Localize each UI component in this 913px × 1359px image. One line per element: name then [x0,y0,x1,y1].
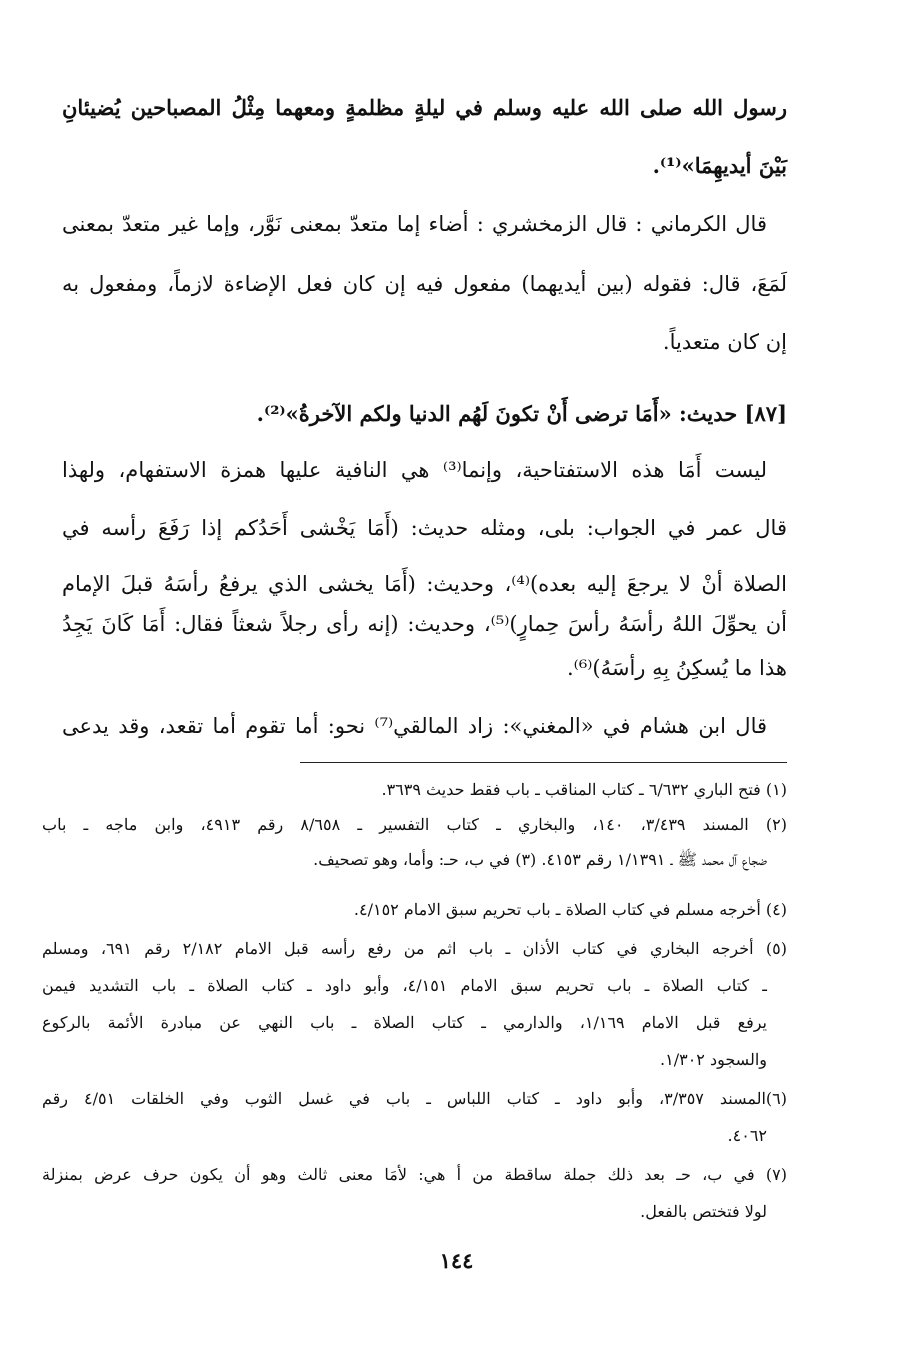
text-line: رسول الله صلى الله عليه وسلم في ليلةٍ مظلمةٍ ومعهما مِثْلُ المصباحين يُضيئانِ [62,95,787,120]
footnote: (٤) أخرجه مسلم في كتاب الصلاة ـ باب تحريم سبق الامام ٤/١٥٢. [353,900,787,919]
footnote: ـ كتاب الصلاة ـ باب تحريم سبق الامام ٤/١٥١، وأبو داود ـ كتاب الصلاة ـ باب التشديد فيمن [42,976,767,995]
text-line: لَمَعَ، قال: فقوله (بين أيديهما) مفعول فيه إن كان فعل الإضاءة لازماً، ومفعول به [62,272,787,296]
footnote: والسجود ١/٣٠٢. [660,1050,767,1069]
footnote: (١) فتح الباري ٦/٦٣٢ ـ كتاب المناقب ـ باب فقط حديث ٣٦٣٩. [381,780,787,799]
footnote: لولا فتختص بالفعل. [640,1202,767,1221]
hadith-heading: [٨٧] حديث: «أَمَا ترضى أَنْ تكونَ لَهُم الدنيا ولكم الآخرةُ»⁽²⁾. [256,401,787,426]
text-line: أن يحوِّلَ اللهُ رأسَهُ رأسَ حِمارٍ)⁽⁵⁾، وحديث: (إنه رأى رجلاً شعثاً فقال: أَمَا كَانَ يَجِدُ [62,612,787,636]
text-line: الصلاة أنْ لا يرجعَ إليه بعده)⁽⁴⁾، وحديث: (أَمَا يخشى الذي يرفعُ رأسَهُ قبلَ الإمام [62,572,788,596]
footnote: (٢) المسند ٣/٤٣٩، ١٤٠، والبخاري ـ كتاب التفسير ـ ٨/٦٥٨ رقم ٤٩١٣، وابن ماجه ـ باب [42,815,788,834]
text-line: هذا ما يُسكِنُ بِهِ رأسَهُ)⁽⁶⁾. [567,656,787,680]
text-line: قال عمر في الجواب: بلى، ومثله حديث: (أَمَا يَخْشى أَحَدُكم إذا رَفَعَ رأسه في [62,516,787,540]
footnote: (٧) في ب، حـ بعد ذلك جملة ساقطة من أ هي: لأمَا معنى ثالث وهو أن يكون حرف عرض بمنزلة [42,1165,787,1184]
text-line: إن كان متعدياً. [662,330,787,354]
text-line: قال ابن هشام في «المغني»: زاد المالقي⁽⁷⁾ نحو: أما تقوم أما تقعد، وقد يدعى [62,714,768,738]
text-line: ليست أَمَا هذه الاستفتاحية، وإنما⁽³⁾ هي النافية عليها همزة الاستفهام، ولهذا [62,458,767,482]
footnote: ٤٠٦٢. [727,1126,767,1145]
page-number: ١٤٤ [439,1248,474,1273]
footnote: (٦)المسند ٣/٣٥٧، وأبو داود ـ كتاب اللباس ـ باب في غسل الثوب وفي الخلقات ٤/٥١ رقم [42,1089,788,1108]
footnote: يرفع قبل الامام ١/١٦٩، والدارمي ـ كتاب الصلاة ـ باب النهي عن مبادرة الأئمة بالركوع [42,1013,768,1032]
text-line: قال الكرماني : قال الزمخشري : أضاء إما متعدّ بمعنى نَوَّر، وإما غير متعدّ بمعنى [62,212,767,236]
text-line: بَيْنَ أيديهِمَا»⁽¹⁾. [652,153,787,178]
footnote-divider [300,762,787,763]
footnote: (٥) أخرجه البخاري في كتاب الأذان ـ باب اثم من رفع رأسه قبل الامام ٢/١٨٢ رقم ٦٩١، ومسلم [42,939,788,958]
footnote: ضجاع آل محمد ﷺ ـ ١/١٣٩١ رقم ٤١٥٣. (٣) في ب، حـ: وأما، وهو تصحيف. [313,850,767,869]
